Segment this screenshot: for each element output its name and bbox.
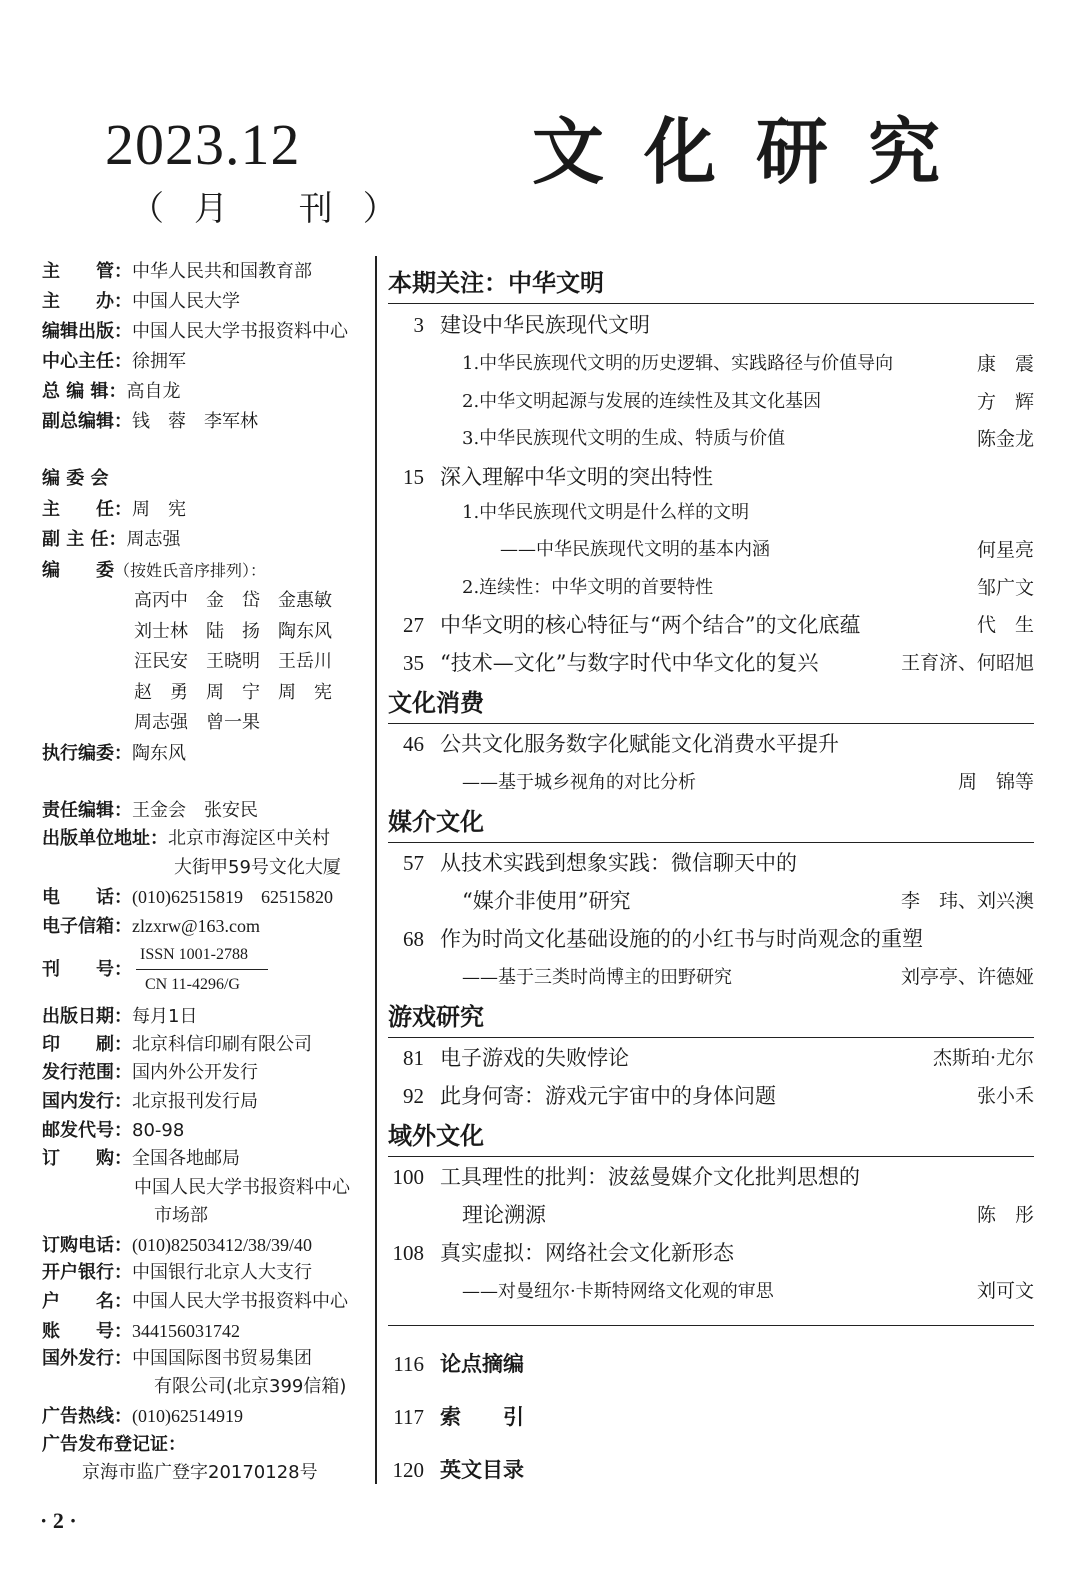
journal-title: 文化研究 <box>532 109 981 194</box>
masthead-value: 中国银行北京人大支行 <box>132 1262 312 1283</box>
overseas-line-2: 有限公司(北京399信箱) <box>154 1376 347 1397</box>
order-line-2: 中国人民大学书报资料中心 <box>134 1177 350 1198</box>
masthead-row <box>42 1259 312 1287</box>
masthead-value: 周 宪 <box>132 499 186 520</box>
masthead-value: (010)62514919 <box>132 1406 243 1426</box>
toc-subtitle[interactable]: 3.中华民族现代文明的生成、特质与价值 <box>462 428 786 449</box>
section-heading: 本期关注：中华文明 <box>388 269 604 297</box>
cn-number: CN 11-4296/G <box>145 976 240 993</box>
toc-author: 邹广文 <box>976 577 1034 599</box>
masthead-value: 中华人民共和国教育部 <box>132 261 312 282</box>
masthead-value: 周志强 <box>126 529 181 550</box>
editorial-board-heading: 编 委 会 <box>42 468 109 489</box>
toc-page-number: 81 <box>403 1046 424 1070</box>
masthead-value: (010)62515819 62515820 <box>132 887 333 907</box>
toc-title[interactable]: 从技术实践到想象实践：微信聊天中的 <box>440 851 797 875</box>
masthead-label: 编辑出版： <box>42 321 132 342</box>
masthead-value: 王金会 张安民 <box>132 800 258 821</box>
masthead-label: 印 刷： <box>42 1034 132 1055</box>
toc-page-number: 3 <box>413 313 424 337</box>
masthead-value: 中国人民大学书报资料中心 <box>132 321 348 342</box>
toc-subtitle[interactable]: 1.中华民族现代文明的历史逻辑、实践路径与价值导向 <box>462 353 894 374</box>
frequency: （月 刊） <box>130 189 427 229</box>
toc-title-continued[interactable]: 理论溯源 <box>462 1203 546 1227</box>
masthead-row <box>42 288 240 316</box>
toc-author: 陈 彤 <box>976 1204 1034 1226</box>
masthead-label: 责任编辑： <box>42 800 132 821</box>
masthead-label: 出版单位地址： <box>42 828 168 849</box>
toc-subtitle[interactable]: 2.连续性：中华文明的首要特性 <box>462 577 714 598</box>
masthead-value: 徐拥军 <box>132 351 186 372</box>
masthead-value: （按姓氏音序排列）： <box>114 561 267 580</box>
masthead-label: 电 话： <box>42 887 132 908</box>
toc-page-number: 46 <box>403 732 424 756</box>
section-rule <box>388 723 1034 724</box>
toc-title[interactable]: 电子游戏的失败悖论 <box>440 1046 629 1070</box>
masthead-row <box>42 1031 312 1059</box>
toc-page-number: 116 <box>393 1352 424 1376</box>
masthead-row <box>42 557 266 585</box>
masthead-value: 北京市海淀区中关村 <box>168 828 330 849</box>
toc-author: 康 震 <box>976 353 1034 375</box>
toc-author: 周 锦等 <box>957 771 1034 793</box>
toc-page-number: 92 <box>403 1084 424 1108</box>
masthead-row <box>42 1402 243 1431</box>
masthead-label: 户 名： <box>42 1291 132 1312</box>
toc-page-number: 120 <box>392 1458 424 1482</box>
masthead-row <box>42 1003 197 1031</box>
toc-title[interactable]: 深入理解中华文明的突出特性 <box>440 465 713 489</box>
toc-author: 李 玮、刘兴澳 <box>900 890 1034 912</box>
masthead-value: 北京科信印刷有限公司 <box>132 1034 312 1055</box>
toc-title[interactable]: 作为时尚文化基础设施的的小红书与时尚观念的重塑 <box>440 927 923 951</box>
toc-page-number: 108 <box>392 1241 424 1265</box>
toc-title[interactable]: 中华文明的核心特征与“两个结合”的文化底蕴 <box>440 613 861 637</box>
page-number: · 2 · <box>40 1508 77 1533</box>
masthead-row <box>42 740 186 768</box>
toc-page-number: 117 <box>393 1405 424 1429</box>
masthead-value: 344156031742 <box>132 1321 240 1341</box>
toc-title[interactable]: 真实虚拟：网络社会文化新形态 <box>440 1241 734 1265</box>
masthead-row <box>42 408 258 436</box>
masthead-label: 发行范围： <box>42 1062 132 1083</box>
masthead-row <box>42 318 348 346</box>
masthead-row <box>42 1345 312 1373</box>
masthead-label: 副 主 任： <box>42 529 127 550</box>
masthead-label: 广告发布登记证： <box>42 1434 186 1455</box>
masthead-row <box>42 825 330 853</box>
masthead-value: 国内外公开发行 <box>132 1062 258 1083</box>
section-rule <box>388 1156 1034 1157</box>
masthead-label: 出版日期： <box>42 1006 132 1027</box>
section-rule <box>388 842 1034 843</box>
toc-title[interactable]: 建设中华民族现代文明 <box>440 313 650 337</box>
masthead-row <box>42 1431 186 1459</box>
toc-subtitle[interactable]: ——基于三类时尚博主的田野研究 <box>462 967 732 988</box>
masthead-label: 执行编委： <box>42 743 132 764</box>
masthead-row <box>42 1231 312 1260</box>
toc-subtitle[interactable]: ——基于城乡视角的对比分析 <box>462 772 696 793</box>
board-members-line: 汪民安 王晓明 王岳川 <box>134 651 332 672</box>
masthead-label: 国内发行： <box>42 1091 132 1112</box>
toc-title[interactable]: 英文目录 <box>440 1458 524 1482</box>
toc-subtitle[interactable]: 1.中华民族现代文明是什么样的文明 <box>462 502 750 523</box>
toc-page-number: 35 <box>403 651 424 675</box>
masthead-row <box>42 1088 258 1116</box>
section-heading: 文化消费 <box>388 689 484 717</box>
masthead-label: 邮发代号： <box>42 1120 132 1141</box>
masthead-label: 主 管： <box>42 261 132 282</box>
masthead-value: 中国人民大学书报资料中心 <box>132 1291 348 1312</box>
toc-title[interactable]: 论点摘编 <box>440 1352 524 1376</box>
section-rule <box>388 1325 1034 1326</box>
toc-author: 代 生 <box>976 614 1034 636</box>
masthead-row <box>42 883 333 912</box>
toc-page-number: 100 <box>392 1165 424 1189</box>
masthead-value: (010)82503412/38/39/40 <box>132 1235 312 1255</box>
address-line-2: 大街甲59号文化大厦 <box>174 857 341 878</box>
toc-author: 杰斯珀·尤尔 <box>932 1047 1034 1069</box>
masthead-label: 主 任： <box>42 499 132 520</box>
masthead-value: 陶东风 <box>132 743 186 764</box>
section-heading: 媒介文化 <box>388 808 484 836</box>
toc-author: 刘可文 <box>976 1280 1034 1302</box>
masthead-row <box>42 912 260 941</box>
masthead-row <box>42 526 181 554</box>
toc-page-number: 57 <box>403 851 424 875</box>
toc-page-number: 68 <box>403 927 424 951</box>
toc-page-number: 15 <box>403 465 424 489</box>
masthead-label: 总 编 辑： <box>42 381 127 402</box>
masthead-value: 北京报刊发行局 <box>132 1091 258 1112</box>
toc-author: 刘亭亭、许德娅 <box>900 966 1034 988</box>
issue-date: 2023.12 <box>105 112 301 177</box>
toc-author: 何星亮 <box>976 539 1034 561</box>
masthead-row <box>42 1288 348 1316</box>
masthead-row <box>42 378 181 406</box>
masthead-label: 开户银行： <box>42 1262 132 1283</box>
toc-author: 张小禾 <box>976 1085 1034 1107</box>
section-heading: 游戏研究 <box>388 1003 484 1031</box>
masthead-row <box>42 258 312 286</box>
masthead-label: 广告热线： <box>42 1406 132 1427</box>
masthead-row <box>42 496 186 524</box>
toc-title[interactable]: “技术—文化”与数字时代中华文化的复兴 <box>440 651 819 675</box>
issn: ISSN 1001-2788 <box>140 946 249 963</box>
toc-title[interactable]: 工具理性的批判：波兹曼媒介文化批判思想的 <box>440 1165 860 1189</box>
board-members-line: 刘士林 陆 扬 陶东风 <box>134 621 332 642</box>
toc-author: 方 辉 <box>976 391 1034 413</box>
masthead-value: 每月1日 <box>132 1006 198 1027</box>
toc-author: 陈金龙 <box>976 428 1034 450</box>
section-rule <box>388 303 1034 304</box>
masthead-label: 账 号： <box>42 1321 132 1342</box>
toc-title[interactable]: 公共文化服务数字化赋能文化消费水平提升 <box>440 732 839 756</box>
masthead-value: zlzxrw@163.com <box>132 916 261 936</box>
board-members-line: 赵 勇 周 宁 周 宪 <box>134 682 332 703</box>
masthead-value: 钱 蓉 李军林 <box>132 411 258 432</box>
masthead-label: 副总编辑： <box>42 411 132 432</box>
toc-title-continued[interactable]: “媒介非使用”研究 <box>462 889 631 913</box>
toc-subtitle[interactable]: ——中华民族现代文明的基本内涵 <box>500 539 770 560</box>
masthead-label: 订 购： <box>42 1148 132 1169</box>
masthead-row <box>42 956 132 984</box>
masthead-value: 高自龙 <box>126 381 181 402</box>
masthead-label: 主 办： <box>42 291 132 312</box>
board-members-line: 周志强 曾一果 <box>134 712 260 733</box>
order-line-3: 市场部 <box>154 1205 208 1226</box>
toc-subtitle[interactable]: 2.中华文明起源与发展的连续性及其文化基因 <box>462 391 822 412</box>
board-members-line: 高丙中 金 岱 金惠敏 <box>134 590 332 611</box>
masthead-row <box>42 1117 184 1145</box>
masthead-value: 中国国际图书贸易集团 <box>132 1348 312 1369</box>
section-rule <box>388 1037 1034 1038</box>
masthead-label: 订购电话： <box>42 1235 132 1256</box>
section-heading: 域外文化 <box>388 1122 484 1150</box>
toc-title[interactable]: 此身何寄：游戏元宇宙中的身体问题 <box>440 1084 776 1108</box>
masthead-label: 电子信箱： <box>42 916 132 937</box>
masthead-label: 中心主任： <box>42 351 132 372</box>
toc-title[interactable]: 索 引 <box>440 1405 524 1429</box>
masthead-row <box>42 1145 240 1173</box>
masthead-row <box>42 797 258 825</box>
masthead-value: 80-98 <box>132 1120 185 1141</box>
masthead-row <box>42 1059 258 1087</box>
masthead-row <box>42 1317 240 1346</box>
ad-registration-number: 京海市监广登字20170128号 <box>82 1462 318 1483</box>
toc-page-number: 27 <box>403 613 424 637</box>
masthead-label: 刊 号： <box>42 959 132 980</box>
toc-subtitle[interactable]: ——对曼纽尔·卡斯特网络文化观的审思 <box>462 1281 774 1302</box>
masthead-label: 国外发行： <box>42 1348 132 1369</box>
toc-author: 王育济、何昭旭 <box>900 652 1034 674</box>
masthead-value: 全国各地邮局 <box>132 1148 240 1169</box>
masthead-label: 编 委 <box>42 560 114 581</box>
masthead-row <box>42 348 186 376</box>
masthead-value: 中国人民大学 <box>132 291 240 312</box>
issn-fraction-line <box>136 969 268 970</box>
